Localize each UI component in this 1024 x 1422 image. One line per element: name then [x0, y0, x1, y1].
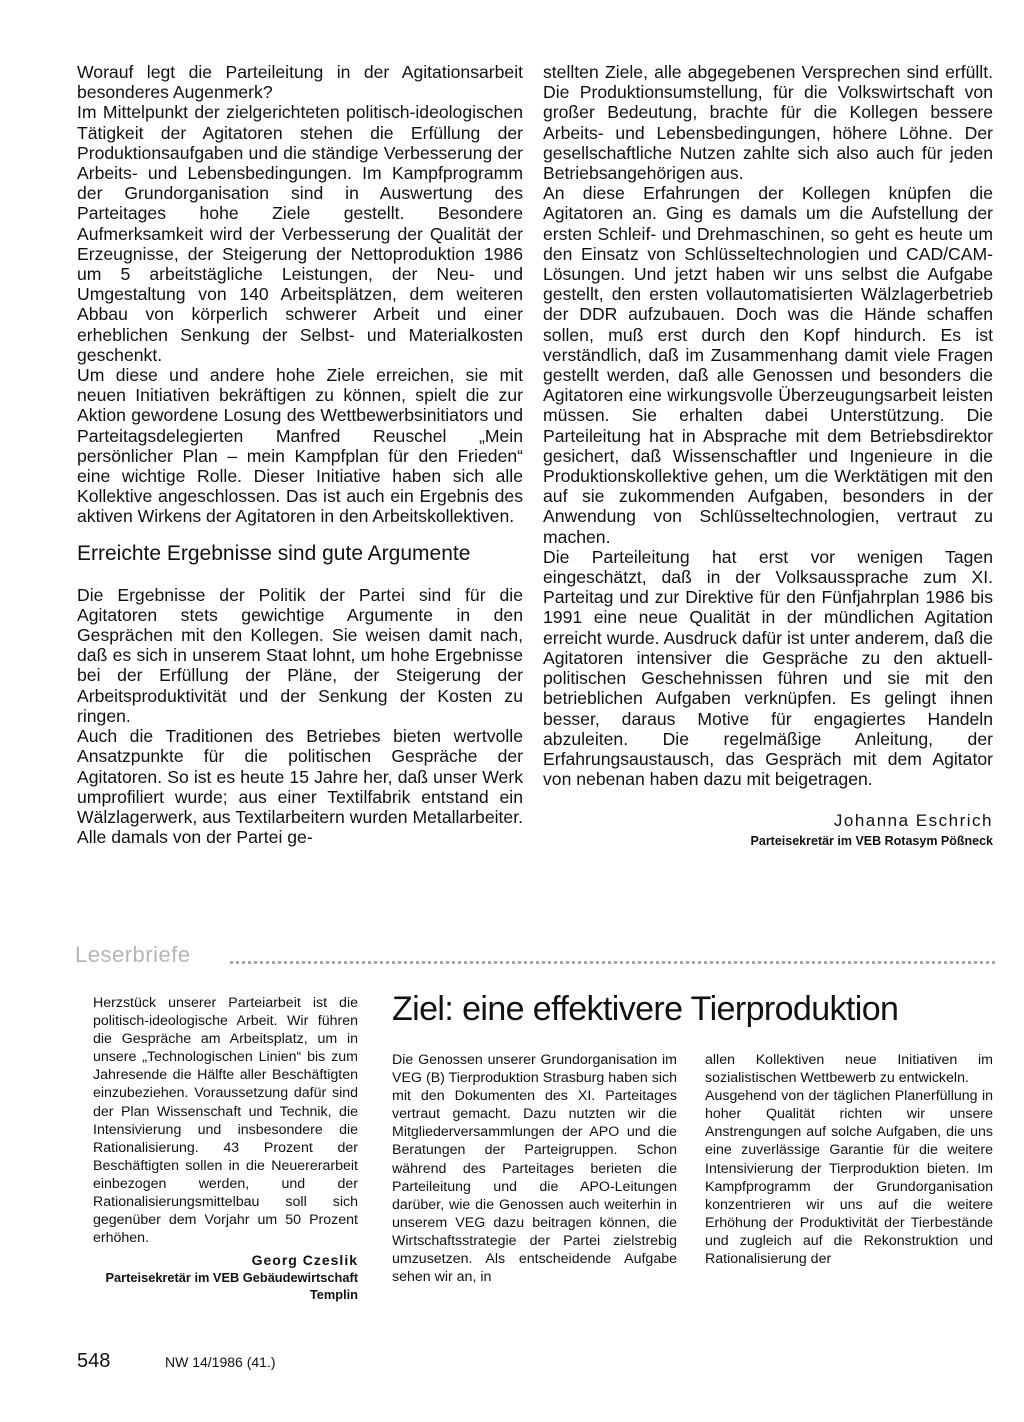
paragraph: Worauf legt die Parteileitung in der Agitationsarbeit besonderes Augenmerk? [77, 62, 523, 103]
letter-author-role: Parteisekretär im VEB Gebäudewirtschaft Templin [105, 1270, 358, 1303]
intro-text-block [77, 62, 523, 527]
paragraph: Die Genossen unserer Grundorganisation im VEG (B) Tierproduktion Strasburg haben sich mit den Dokumenten des XI. Parteitages vertraut gemacht. Dazu nutzten wir die Mitgliederversammlungen der APO und die Beratungen der Parteigruppen. Schon während des Parteitages berieten die Parteileitung und die APO-Leitungen darüber, wie die Genossen auch weiterhin in unserem VEG dazu beitragen können, die Wirtschaftsstrategie der Partei zielstrebig umzusetzen. Als entscheidende Aufgabe sehen wir an, in [392, 1052, 677, 1286]
paragraph: Um diese und andere hohe Ziele erreichen, sie mit neuen Initiativen bekräftigen zu können, spielt die zur Aktion gewordene Losung des Wettbewerbsinitiators und Parteitagsdelegierten Manfred Reuschel „Mein persönlicher Plan – mein Kampfplan für den Frieden“ eine wichtige Rolle. Dieser Initiative haben sich alle Kollektive angeschlossen. Das ist auch ein Ergebnis des aktiven Wirkens der Agitatoren in den Arbeitskollektiven. [77, 365, 523, 527]
section-header [75, 942, 995, 972]
section-divider [230, 961, 995, 964]
section-label: Leserbriefe [75, 942, 191, 967]
paragraph: Die Parteileitung hat erst vor wenigen Tagen eingeschätzt, daß in der Volksaussprache zum XI. Parteitag und zur Direktive für den Fünfjahrplan 1986 bis 1991 eine neue Qualität in der mündlichen Agitation erreicht wurde. Ausdruck dafür ist unter anderem, daß die Agitatoren intensiver die Gespräche zu den aktuell-politischen Geschehnissen führen und sie mit den betrieblichen Aufgaben verknüpfen. Es gelingt ihnen besser, daraus Motive für engagiertes Handeln abzuleiten. Die regelmäßige Anleitung, der Erfahrungsaustausch, das Gespräch mit dem Agitator von nebenan haben dazu mit beigetragen. [543, 546, 993, 790]
page-number: 548 [77, 1350, 111, 1372]
paragraph: Auch die Traditionen des Betriebes bieten wertvolle Ansatzpunkte für die politischen Gespräche der Agitatoren. So ist es heute 15 Jahre her, daß unser Werk umprofiliert wurde; aus einer Textilfabrik entstand ein Wälzlagerwerk, aus Textilarbeitern wurden Metallarbeiter. Alle damals von der Partei ge- [77, 726, 523, 848]
page-footer [77, 1350, 477, 1374]
article-column-1 [392, 1051, 677, 1286]
paragraph: Ausgehend von der täglichen Planerfüllung in hoher Qualität richten wir unsere Anstrengungen auf solche Aufgaben, die uns eine zuverlässige Garantie für die weitere Intensivierung der Tierproduktion bieten. Im Kampfprogramm der Grundorganisation konzentrieren wir uns auf die weitere Erhöhung der Produktivität der Tierbestände und zugleich auf die Rekonstruktion und Rationalisierung der [705, 1088, 993, 1268]
article-headline: Ziel: eine effektivere Tierproduktion [392, 990, 899, 1028]
author-name: Johanna Eschrich [833, 811, 993, 831]
paragraph: allen Kollektiven neue Initiativen im sozialistischen Wettbewerb zu entwickeln. [705, 1052, 993, 1087]
author-role: Parteisekretär im VEB Rotasym Pößneck [750, 833, 993, 848]
section-subheading: Erreichte Ergebnisse sind gute Argumente [77, 541, 471, 565]
paragraph: Die Ergebnisse der Politik der Partei sind für die Agitatoren stets gewichtige Argumente in den Gesprächen mit den Kollegen. Sie weisen damit nach, daß es sich in unserem Staat lohnt, um hohe Ergebnisse bei der Erfüllung der Pläne, der Steigerung der Arbeitsproduktivität und der Senkung der Kosten zu ringen. [77, 584, 523, 726]
article-column-2 [705, 1051, 993, 1268]
reader-letter [93, 994, 358, 1303]
paragraph: stellten Ziele, alle abgegebenen Versprechen sind erfüllt. Die Produktionsumstellung, für die Volkswirtschaft von großer Bedeutung, brachte für die Kollegen bessere Arbeits- und Lebensbedingungen, höhere Löhne. Der gesellschaftliche Nutzen zahlte sich also auch für jeden Betriebsangehörigen aus. [543, 62, 993, 184]
main-article-column-left [77, 62, 523, 847]
paragraph: Im Mittelpunkt der zielgerichteten politisch-ideologischen Tätigkeit der Agitatoren stehen die Erfüllung der Produktionsaufgaben und die ständige Verbesserung der Arbeits- und Lebensbedingungen. Im Kampfprogramm der Grundorganisation sind in Auswertung des Parteitages hohe Ziele gestellt. Besondere Aufmerksamkeit wird der Verbesserung der Qualität der Erzeugnisse, der Steigerung der Nettoproduktion 1986 um 5 arbeitstägliche Leistungen, der Neu- und Umgestaltung von 140 Arbeitsplätzen, dem weiteren Abbau von körperlich schwerer Arbeit und einer erheblichen Senkung der Selbst- und Materialkosten geschenkt. [77, 102, 523, 365]
main-article-column-right [543, 62, 993, 850]
results-text-block [77, 585, 523, 848]
letter-author-name: Georg Czeslik [251, 1252, 358, 1269]
issue-label: NW 14/1986 (41.) [165, 1354, 276, 1370]
paragraph: Herzstück unserer Parteiarbeit ist die politisch-ideologische Arbeit. Wir führen die Gespräche am Arbeitsplatz, um in unsere „Technologischen Linien“ bis zum Jahresende die Hälfte aller Beschäftigten einzubeziehen. Voraussetzung dafür sind der Plan Wissenschaft und Technik, die Intensivierung und insbesondere die Rationalisierung. 43 Prozent der Beschäftigten sollen in die Neuererarbeit einbezogen werden, und der Rationalisierungsmittelbau soll sich gegenüber dem Vorjahr um 50 Prozent erhöhen. [93, 995, 358, 1247]
paragraph: An diese Erfahrungen der Kollegen knüpfen die Agitatoren an. Ging es damals um die Aufstellung der ersten Schleif- und Drehmaschinen, so geht es heute um den Einsatz von Schlüsseltechnologien und CAD/CAM-Lösungen. Und jetzt haben wir uns selbst die Aufgabe gestellt, den ersten vollautomatisierten Wälzlagerbetrieb der DDR aufzubauen. Doch was die Hände schaffen sollen, muß erst durch den Kopf hindurch. Es ist verständlich, daß im Zusammenhang damit viele Fragen gestellt werden, daß alle Genossen und besonders die Agitatoren eine wirkungsvolle Überzeugungsarbeit leisten müssen. Sie erhalten dabei Unterstützung. Die Parteileitung hat in Absprache mit dem Betriebsdirektor gesichert, daß Wissenschaftler und Ingenieure in die Produktionskollektive gehen, um die Werktätigen mit den auf sie zukommenden Aufgaben, besonders in der Anwendung von Schlüsseltechnologien, vertraut zu machen. [543, 183, 993, 547]
